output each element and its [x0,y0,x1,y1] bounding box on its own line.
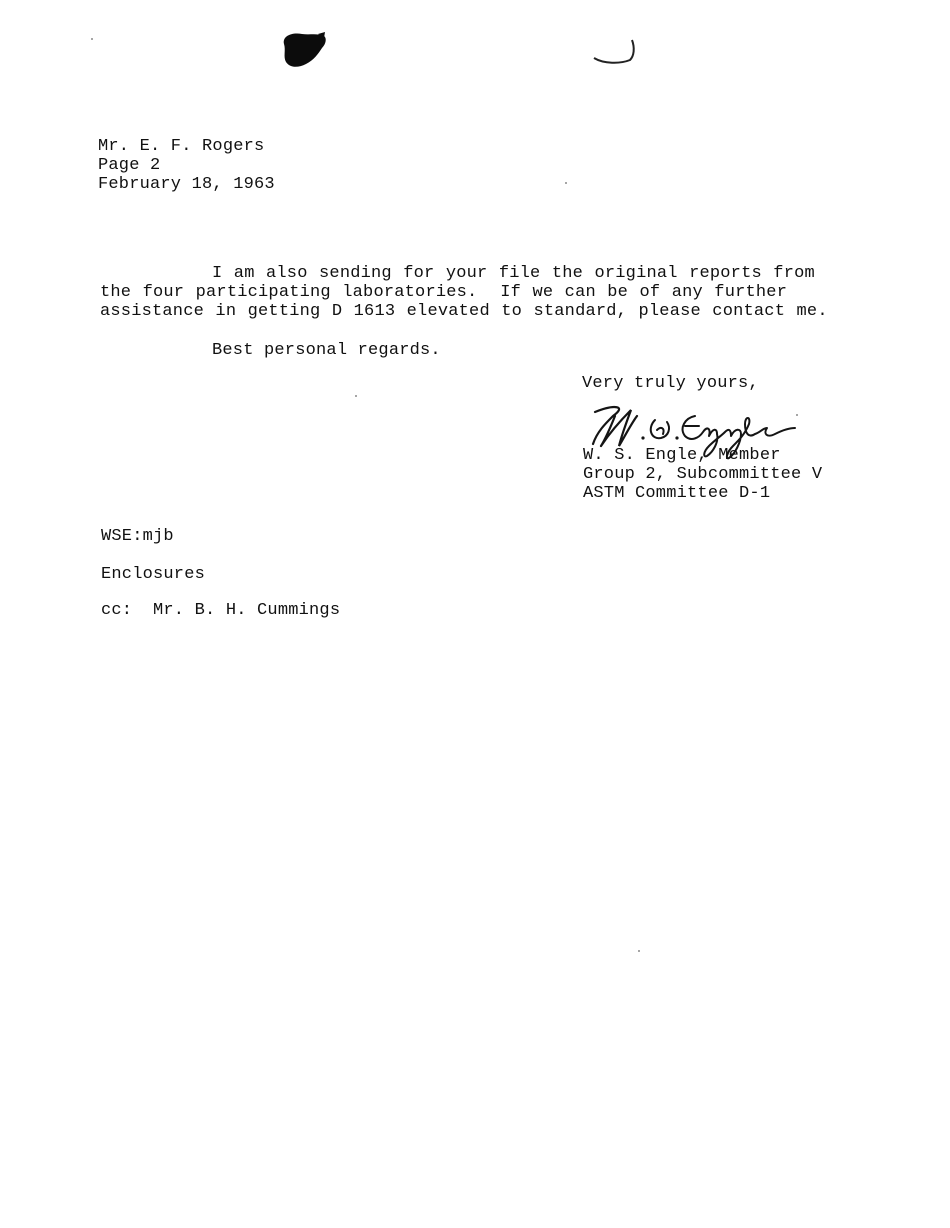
closing-salutation: Very truly yours, [582,374,759,393]
scan-speck [355,395,357,397]
body-line-2: the four participating laboratories. If we can be of any further [100,283,788,302]
enclosures-note: Enclosures [101,565,206,584]
cc-line: cc: Mr. B. H. Cummings [101,601,341,620]
scan-speck [91,38,93,40]
reference-initials: WSE:mjb [101,527,174,546]
regards-line: Best personal regards. [212,341,441,360]
scan-speck [565,182,567,184]
page-number: Page 2 [98,156,161,175]
signer-name: W. S. Engle, Member [583,446,781,465]
pen-mark-icon [590,36,640,68]
ink-blot-icon [278,30,330,72]
body-line-1: I am also sending for your file the original reports from [212,264,815,283]
body-line-3: assistance in getting D 1613 elevated to standard, please contact me. [100,302,828,321]
recipient-name: Mr. E. F. Rogers [98,137,265,156]
signer-committee: ASTM Committee D-1 [583,484,771,503]
letter-date: February 18, 1963 [98,175,275,194]
scan-speck [638,950,640,952]
signer-group: Group 2, Subcommittee V [583,465,823,484]
